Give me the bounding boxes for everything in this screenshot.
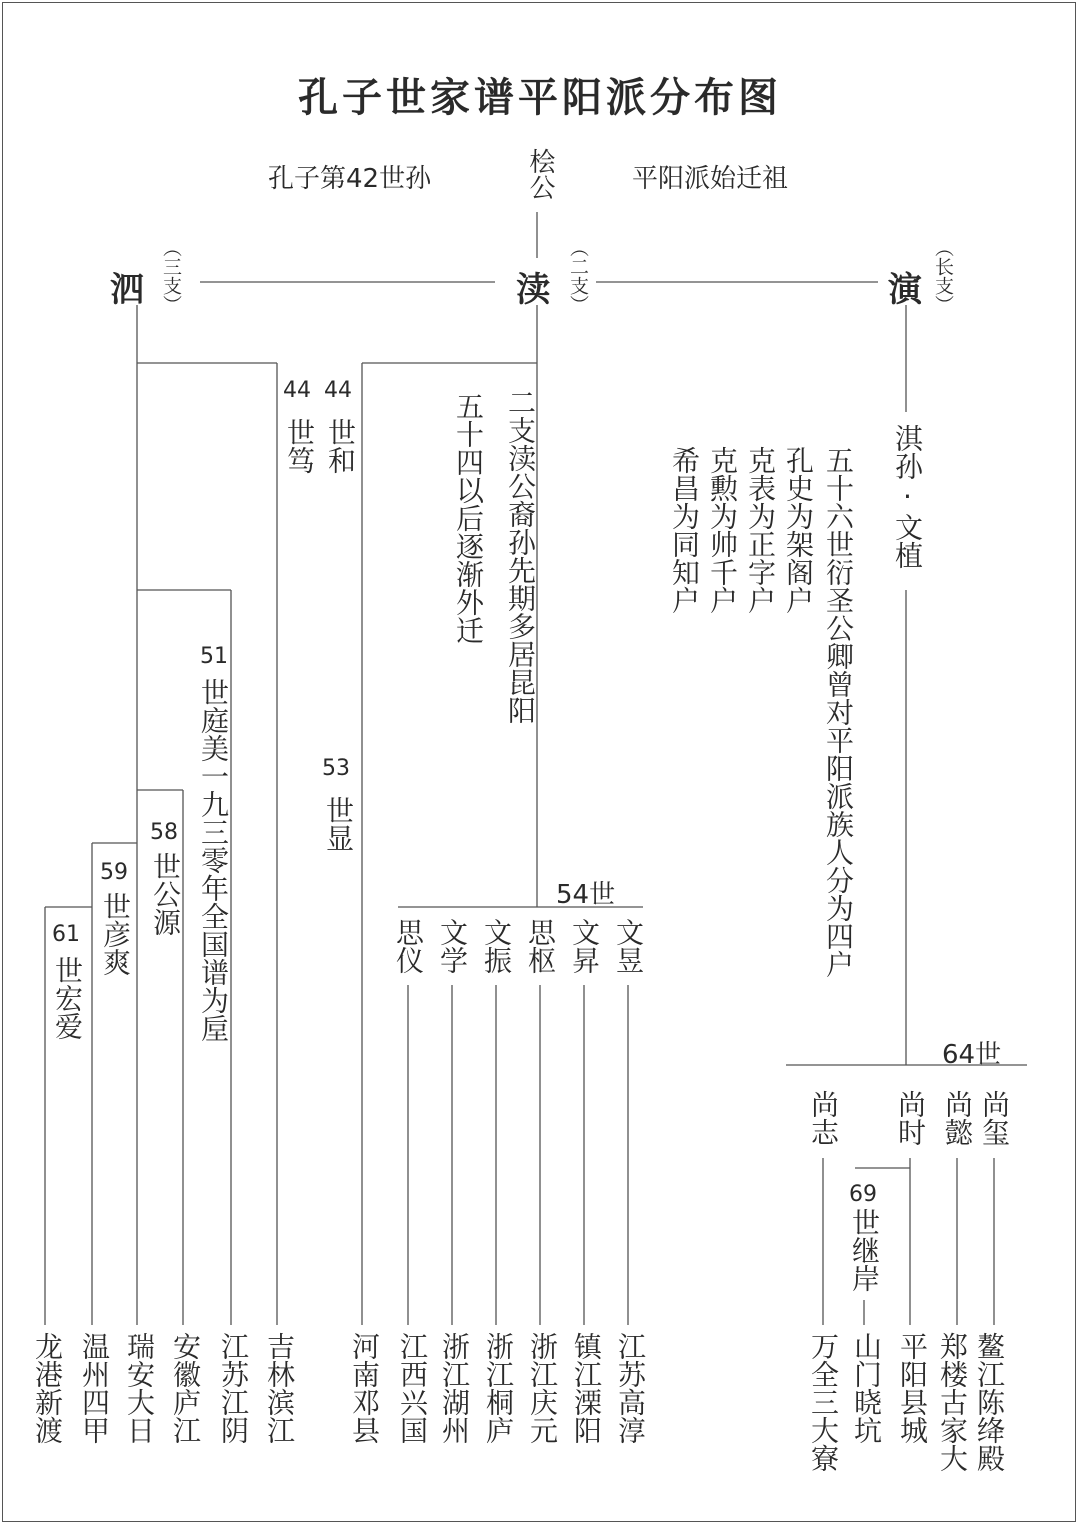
branch-right-name: 演 bbox=[888, 270, 922, 310]
gen53-number: 53 bbox=[322, 756, 350, 781]
member-shangzhi: 尚志 bbox=[807, 1090, 840, 1146]
place-zhenglou: 郑楼古家大 bbox=[936, 1332, 969, 1472]
right-note: 平阳派始迁祖 bbox=[632, 164, 789, 194]
gen69-number: 69 bbox=[849, 1182, 877, 1207]
mid-text-1: 二支渎公裔孙先期多居昆阳 bbox=[504, 388, 537, 724]
gen44b-number: 44 bbox=[324, 378, 352, 403]
member-shangyi: 尚懿 bbox=[941, 1090, 974, 1146]
gen44a-text: 世笃 bbox=[283, 418, 316, 474]
right-note-xichang: 希昌为同知户 bbox=[668, 446, 701, 614]
member-wenxue: 文学 bbox=[436, 918, 469, 974]
gen61-text: 世宏爱 bbox=[51, 956, 84, 1040]
place-aojiang: 鳌江陈绛殿 bbox=[973, 1332, 1006, 1472]
gen69-text: 世继岸 bbox=[848, 1208, 881, 1292]
member-shangxi: 尚玺 bbox=[978, 1090, 1011, 1146]
page-title: 孔子世家谱平阳派分布图 bbox=[298, 75, 782, 121]
gen51-number: 51 bbox=[200, 644, 228, 669]
branch-left-note: （三支） bbox=[160, 238, 182, 314]
right-note-kongshi: 孔史为架阁户 bbox=[782, 446, 815, 614]
member-shangshi: 尚时 bbox=[894, 1090, 927, 1146]
member-wenzhen: 文振 bbox=[480, 918, 513, 974]
member-sishu: 思枢 bbox=[524, 918, 557, 974]
branch-mid-name: 渎 bbox=[516, 270, 550, 310]
gen53-text: 世显 bbox=[322, 796, 355, 852]
branch-right-note: （长支） bbox=[932, 238, 954, 314]
right-mid-text: 淇孙·文植 bbox=[891, 424, 924, 569]
place-anhui: 安徽庐江 bbox=[169, 1332, 202, 1444]
gen64-label: 64世 bbox=[942, 1040, 1002, 1070]
branch-left-name: 泗 bbox=[110, 270, 144, 310]
place-qingyuan: 浙江庆元 bbox=[526, 1332, 559, 1444]
right-note-kebiao: 克表为正字户 bbox=[744, 446, 777, 614]
ancestor-name: 桧公 bbox=[525, 148, 555, 200]
place-wanquan: 万全三大寮 bbox=[807, 1332, 840, 1472]
place-wenzhou: 温州四甲 bbox=[78, 1332, 111, 1444]
mid-text-2: 五十四以后逐渐外迁 bbox=[452, 392, 485, 644]
right-note-kexun: 克勲为帅千户 bbox=[706, 446, 739, 614]
gen54-label: 54世 bbox=[556, 880, 616, 910]
gen59-number: 59 bbox=[100, 860, 128, 885]
place-tonglu: 浙江桐庐 bbox=[482, 1332, 515, 1444]
gen44b-text: 世和 bbox=[324, 418, 357, 474]
right-note-main: 五十六世衍圣公卿曾对平阳派族人分为四户 bbox=[822, 446, 855, 978]
gen58-text: 世公源 bbox=[149, 852, 182, 936]
place-longgang: 龙港新渡 bbox=[31, 1332, 64, 1444]
place-pingyang: 平阳县城 bbox=[896, 1332, 929, 1444]
gen59-text: 世彦爽 bbox=[99, 892, 132, 976]
member-siyi: 思仪 bbox=[392, 918, 425, 974]
place-jilin: 吉林滨江 bbox=[263, 1332, 296, 1444]
place-jiangxi: 江西兴国 bbox=[396, 1332, 429, 1444]
member-wenyu: 文昱 bbox=[612, 918, 645, 974]
place-liyang: 镇江溧阳 bbox=[570, 1332, 603, 1444]
gen51-text: 世庭美一九三零年全国谱为垕 bbox=[197, 678, 230, 1042]
left-note: 孔子第42世孙 bbox=[268, 164, 432, 194]
gen58-number: 58 bbox=[150, 820, 178, 845]
place-ruian: 瑞安大日 bbox=[123, 1332, 156, 1444]
branch-mid-note: （二支） bbox=[567, 238, 589, 314]
member-wensheng: 文昇 bbox=[568, 918, 601, 974]
place-gaochun: 江苏高淳 bbox=[614, 1332, 647, 1444]
place-jiangyin: 江苏江阴 bbox=[217, 1332, 250, 1444]
place-henan: 河南邓县 bbox=[348, 1332, 381, 1444]
gen61-number: 61 bbox=[52, 922, 80, 947]
place-huzhou: 浙江湖州 bbox=[438, 1332, 471, 1444]
place-shanmen: 山门晓坑 bbox=[850, 1332, 883, 1444]
gen44a-number: 44 bbox=[283, 378, 311, 403]
